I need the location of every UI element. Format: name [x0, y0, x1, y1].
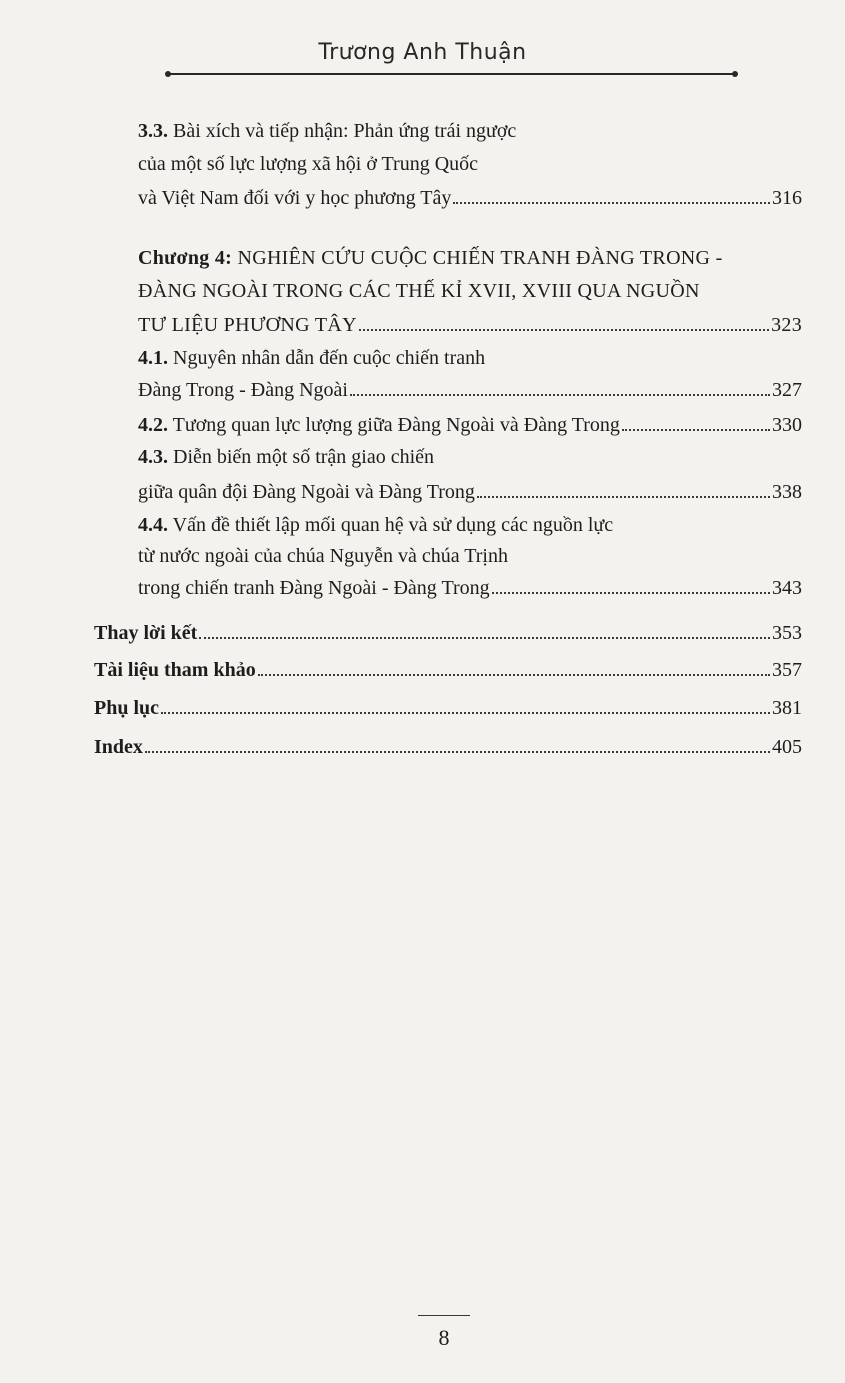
entry-title: Index [94, 736, 143, 758]
toc-entry-appendix [94, 694, 802, 721]
page-ref: 323 [771, 314, 802, 336]
dot-leader [477, 478, 770, 498]
page-ref: 405 [772, 736, 802, 758]
page-ref: 343 [772, 577, 802, 599]
dot-leader [258, 656, 770, 676]
toc-entry-4-3-line2 [138, 478, 802, 505]
dot-leader [453, 184, 770, 204]
section-title-continued: và Việt Nam đối với y học phương Tây [138, 187, 452, 209]
toc-entry-4-2 [138, 411, 802, 438]
section-number: 3.3. [138, 120, 168, 142]
entry-title: Phụ lục [94, 697, 160, 719]
toc-entry-4-4-line3 [138, 574, 802, 601]
dot-leader [161, 694, 770, 714]
header-rule [168, 73, 735, 75]
toc-chapter-4-line1 [138, 245, 723, 271]
page-ref: 327 [772, 379, 802, 401]
toc-entry-4-4-line1 [138, 512, 613, 538]
chapter-title-continued: TƯ LIỆU PHƯƠNG TÂY [138, 314, 357, 336]
toc-entry-4-3-line1 [138, 444, 434, 470]
entry-title: Tài liệu tham khảo [94, 659, 256, 681]
page-number: 8 [438, 1325, 450, 1350]
dot-leader [359, 311, 769, 331]
section-title: Nguyên nhân dẫn đến cuộc chiến tranh [173, 347, 486, 369]
entry-title: Thay lời kết [94, 622, 198, 644]
chapter-label: Chương 4: [138, 247, 233, 269]
running-header-author: Trương Anh Thuận [318, 40, 527, 65]
page-ref: 330 [772, 414, 802, 436]
toc-entry-3-3-line3 [138, 184, 802, 211]
dot-leader [492, 574, 770, 594]
page-ref: 338 [772, 481, 802, 503]
section-number: 4.1. [138, 347, 168, 369]
dot-leader [145, 733, 770, 753]
section-title-continued: Đàng Trong - Đàng Ngoài [138, 379, 348, 401]
section-title: Tương quan lực lượng giữa Đàng Ngoài và Đàng Trong [172, 414, 620, 436]
toc-entry-references [94, 656, 802, 683]
chapter-title: NGHIÊN CỨU CUỘC CHIẾN TRANH ĐÀNG TRONG - [237, 247, 723, 269]
dot-leader [199, 619, 770, 639]
toc-chapter-4-line2: ĐÀNG NGOÀI TRONG CÁC THẾ KỈ XVII, XVIII QUA NGUỒN [138, 280, 700, 302]
page-ref: 381 [772, 697, 802, 719]
section-title-continued: giữa quân đội Đàng Ngoài và Đàng Trong [138, 481, 475, 503]
toc-entry-afterword [94, 619, 802, 646]
page-ref: 316 [772, 187, 802, 209]
toc-entry-4-1-line1 [138, 345, 485, 371]
toc-entry-index [94, 733, 802, 760]
dot-leader [622, 411, 770, 431]
section-title-continued: trong chiến tranh Đàng Ngoài - Đàng Trong [138, 577, 490, 599]
section-number: 4.4. [138, 514, 168, 536]
toc-entry-3-3-line2: của một số lực lượng xã hội ở Trung Quốc [138, 153, 479, 175]
toc-chapter-4-line3 [138, 311, 802, 338]
section-number: 4.3. [138, 446, 168, 468]
page-ref: 353 [772, 622, 802, 644]
toc-entry-4-1-line2 [138, 376, 802, 403]
toc-entry-4-4-line2: từ nước ngoài của chúa Nguyễn và chúa Trịnh [138, 545, 508, 567]
page-ref: 357 [772, 659, 802, 681]
section-title: Diễn biến một số trận giao chiến [173, 446, 435, 468]
section-number: 4.2. [138, 414, 168, 436]
dot-leader [350, 376, 770, 396]
toc-entry-3-3-line1 [138, 118, 516, 144]
footer-rule [418, 1315, 470, 1316]
section-title: Bài xích và tiếp nhận: Phản ứng trái ngược [173, 120, 517, 142]
section-title: Vấn đề thiết lập mối quan hệ và sử dụng các nguồn lực [172, 514, 614, 536]
